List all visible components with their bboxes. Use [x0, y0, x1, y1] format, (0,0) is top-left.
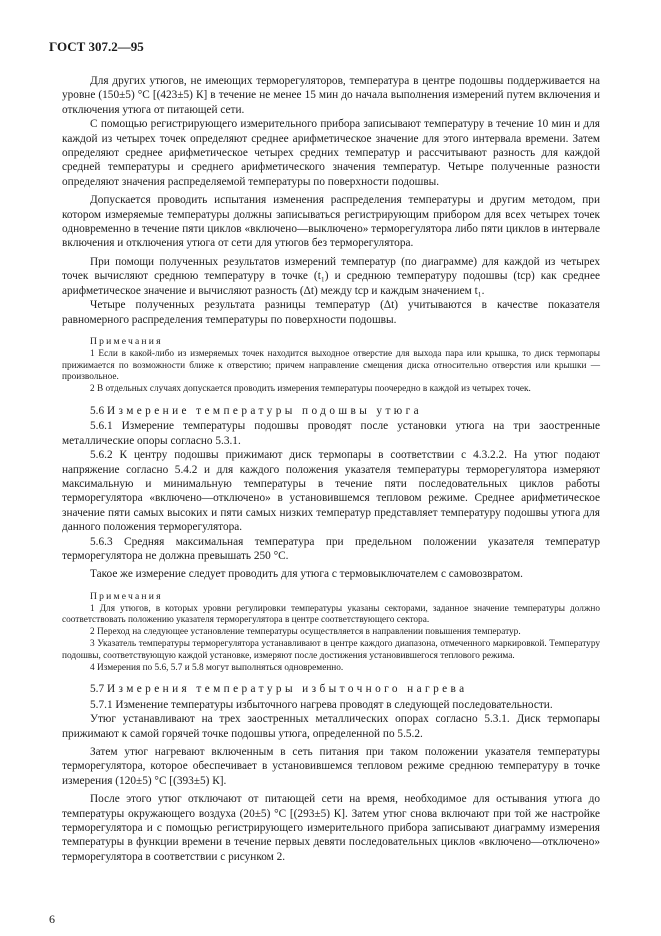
paragraph: 5.6.1 Измерение температуры подошвы проводят после установки утюга на три заостренные металлические опоры согласно 5.3.1.	[62, 420, 600, 447]
section-heading	[90, 404, 600, 418]
note-item: 1 Для утюгов, в которых уровни регулировки температуры указаны секторами, заданное значение температуры должно соответствовать положению указателя терморегулятора в центре соответствующего сектора.	[62, 603, 600, 626]
notes-block	[62, 336, 600, 396]
paragraph: Утюг устанавливают на трех заостренных металлических опорах согласно 5.3.1. Диск термопары прижимают к самой горячей точке подошвы утюга, определенной по 5.5.2.	[62, 713, 600, 740]
note-item: 4 Измерения по 5.6, 5.7 и 5.8 могут выполняться одновременно.	[90, 662, 344, 673]
section-heading	[90, 682, 600, 696]
paragraph: 5.6.2 К центру подошвы прижимают диск термопары в соответствии с 4.3.2.2. На утюг подают напряжение согласно 5.4.2 и для каждого положения указателя температуры терморегулятора измеряют максимальную и минимальную температуры в течение пяти последовательных циклов работы терморегулятора «включено—отключено» в установившемся тепловом режиме. Среднее арифметическое значение пяти самых высоких и пяти самых низких температур представляет температуру подошвы утюга для данного положения терморегулятора.	[62, 449, 600, 534]
paragraph: При помощи полученных результатов измерений температур (по диаграмме) для каждой из четырех точек вычисляют среднюю температуру в точке (t₁) и среднюю температуру подошвы (tср) как среднее арифметическое значение и вычисляют разность (Δt) между tср и каждым значением t₁.	[62, 255, 600, 297]
page-header: ГОСТ 307.2—95	[49, 39, 144, 54]
notes-title: Примечания	[90, 590, 163, 602]
section-title: Измерения температуры избыточного нагрева	[106, 683, 468, 696]
paragraph: 5.7.1 Изменение температуры избыточного нагрева проводят в следующей последовательности.	[90, 698, 553, 711]
paragraph: Такое же измерение следует проводить для утюга с термовыключателем с самовозвратом.	[90, 568, 524, 581]
note-item: 2 Переход на следующее установление температуры осуществляется в направлении повышения температур.	[90, 627, 521, 638]
note-item: 3 Указатель температуры терморегулятора устанавливают в центре каждого диапазона, отмеченного маркировкой. Температуру подошвы, соответствующую каждой установке, измеряют после достижения установившегося теплового режима.	[62, 638, 600, 661]
paragraph: Допускается проводить испытания изменения распределения температуры и другим методом, при котором измеряемые температуры должны записываться регистрирующим прибором для всех четырех точек одновременно в течение пяти циклов «включено—выключено» терморегулятора либо пяти циклов в интервале включения и отключения утюга от сети для утюгов без терморегулятора.	[62, 194, 600, 250]
section-number: 5.6	[90, 404, 105, 417]
notes-block	[62, 591, 600, 675]
paragraph: После этого утюг отключают от питающей сети на время, необходимое для остывания утюга до температуры окружающего воздуха (20±5) °С [(293±5) К]. Затем утюг снова включают при той же настройке терморегулятора и с помощью регистрирующего измерительного прибора записывают диаграмму измерения температуры в функции времени в течение первых девяти последовательных циклов «включено—отключено» терморегулятора в соответствии с рисунком 2.	[62, 793, 600, 863]
note-item: 1 Если в какой-либо из измеряемых точек находится выходное отверстие для выхода пара или крышка, то диск термопары прижимается по возможности ближе к отверстию; причем направление смещения диска относительно отверстия или крышки — произвольное.	[62, 348, 600, 383]
paragraph: С помощью регистрирующего измерительного прибора записывают температуру в течение 10 мин и для каждой из четырех точек определяют среднее арифметическое значение для этого интервала времени. Затем определяют среднее арифметическое четырех средних температур и рассчитывают разность для каждой средней температуры и среднего арифметического значения температур. Четыре полученные разности определяют значения распределяемой температуры по поверхности подошвы.	[62, 118, 600, 188]
page-number: 6	[49, 912, 55, 926]
notes-title: Примечания	[90, 335, 163, 347]
note-item: 2 В отдельных случаях допускается проводить измерения температуры поочередно в каждой из четырех точек.	[90, 384, 531, 395]
page-content	[62, 74, 600, 864]
paragraph: Четыре полученных результата разницы температур (Δt) учитываются в качестве показателя равномерного распределения температуры по поверхности подошвы.	[62, 299, 600, 326]
paragraph: Затем утюг нагревают включенным в сеть питания при таком положении указателя температуры терморегулятора, которое обеспечивает в установившемся тепловом режиме среднюю температуру в точке измерения (120±5) °С [(393±5) К].	[62, 745, 600, 787]
section-title: Измерение температуры подошвы утюга	[106, 404, 423, 417]
section-number: 5.7	[90, 683, 105, 696]
paragraph: 5.6.3 Средняя максимальная температура при предельном положении указателя температур терморегулятора не должна превышать 250 °С.	[62, 535, 600, 562]
paragraph: Для других утюгов, не имеющих терморегуляторов, температура в центре подошвы поддерживается на уровне (150±5) °С [(423±5) К] в течение не менее 15 мин до начала выполнения измерений путем включения и отключения утюга от питающей сети.	[62, 75, 600, 116]
